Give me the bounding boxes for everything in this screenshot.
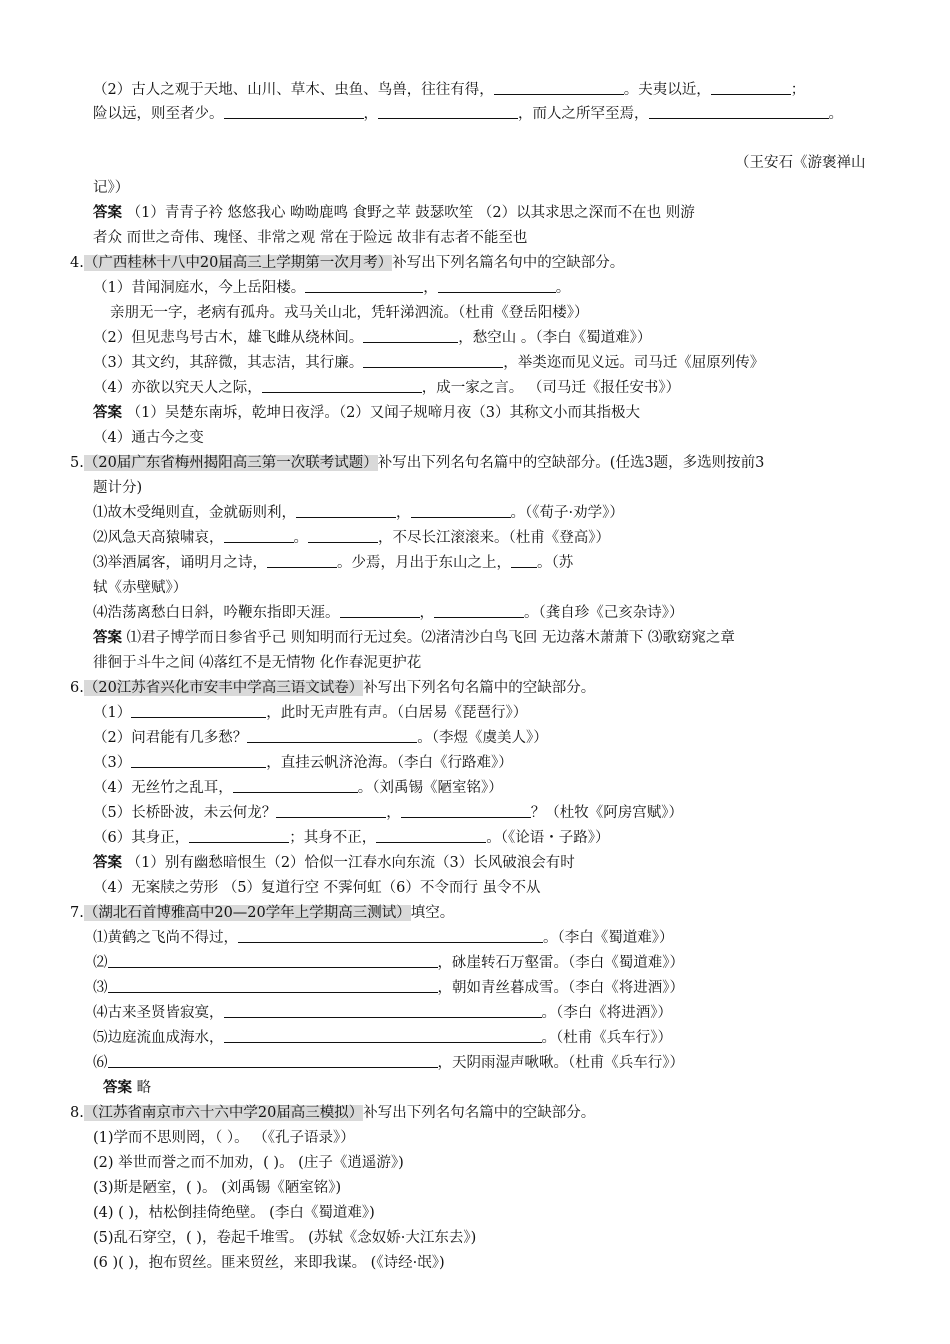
answer-blank	[308, 528, 378, 543]
source-tag: （20届广东省梅州揭阳高三第一次联考试题）	[83, 455, 378, 471]
text-segment: 亲朋无一字，老病有孤舟。戎马关山北，凭轩涕泗流。（杜甫《登岳阳楼》）	[110, 305, 589, 321]
text-segment: 。少焉，月出于东山之上，	[337, 555, 511, 571]
text-segment: （1）吴楚东南坼，乾坤日夜浮。（2）又闻子规啼月夜（3）其称文小而其指极大	[122, 405, 641, 421]
text-line	[93, 80, 805, 100]
answer-blank	[276, 803, 386, 818]
text-line	[93, 953, 684, 973]
text-line	[93, 1253, 445, 1273]
text-line	[93, 428, 204, 448]
text-line	[110, 303, 589, 323]
answer-blank	[233, 778, 358, 793]
text-line	[93, 603, 684, 623]
text-segment: 。	[293, 530, 308, 546]
answer-blank	[340, 603, 420, 618]
text-segment: （王安石《游褒禅山	[735, 155, 866, 171]
text-segment: （6）其身正，	[93, 830, 190, 846]
text-segment: 。（《荀子·劝学》）	[510, 505, 624, 521]
text-line	[93, 478, 142, 498]
text-segment: 补写出下列名句名篇中的空缺部分。	[363, 680, 596, 696]
text-line	[93, 928, 674, 948]
answer-blank	[224, 1028, 542, 1043]
text-segment: 轼《赤壁赋》）	[93, 580, 188, 596]
text-segment: 8.	[70, 1105, 84, 1121]
text-segment: 徘徊于斗牛之间 ⑷落红不是无情物 化作春泥更护花	[93, 655, 422, 671]
text-line	[93, 104, 843, 124]
text-segment: ？（杜牧《阿房宫赋》）	[530, 805, 683, 821]
answer-blank	[238, 928, 543, 943]
text-segment: ，	[363, 106, 378, 122]
text-segment: (4) ( )，枯松倒挂倚绝壁。 (李白《蜀道难》)	[93, 1205, 375, 1221]
answer-blank	[108, 1053, 438, 1068]
text-segment: ⑸边庭流血成海水，	[93, 1030, 224, 1046]
text-line	[93, 578, 187, 598]
text-line	[103, 1078, 151, 1098]
answer-blank	[131, 753, 266, 768]
text-segment: 。（龚自珍《己亥杂诗》）	[524, 605, 684, 621]
text-segment: 险以远，则至者少。	[93, 106, 224, 122]
text-segment: 6.	[70, 680, 84, 696]
text-line	[93, 628, 735, 648]
text-line	[70, 253, 624, 273]
text-segment: 补写出下列名句名篇中的空缺部分。	[363, 1105, 596, 1121]
text-segment: 者众 而世之奇伟、瑰怪、非常之观 常在于险远 故非有志者不能至也	[93, 230, 528, 246]
text-segment: ⑹	[93, 1055, 108, 1071]
text-segment: ，而人之所罕至焉，	[518, 106, 649, 122]
text-segment: 略	[132, 1080, 152, 1096]
text-line	[93, 378, 680, 398]
answer-blank	[131, 703, 266, 718]
answer-blank	[711, 80, 791, 95]
text-segment: ⑴故木受绳则直，金就砺则利，	[93, 505, 296, 521]
text-line	[93, 653, 421, 673]
text-segment: ⑴黄鹤之飞尚不得过，	[93, 930, 238, 946]
text-segment: 。（李煜《虞美人》）	[417, 730, 548, 746]
text-segment: (1)学而不思则罔，（ ）。 （《孔子语录》）	[93, 1130, 355, 1146]
text-segment: 。夫夷以近，	[623, 82, 711, 98]
text-line	[93, 1028, 672, 1048]
text-segment: 。（李白《将进酒》）	[541, 1005, 672, 1021]
answer-label: 答案	[93, 629, 122, 646]
text-segment: 记》）	[93, 180, 130, 196]
text-segment: 补写出下列名句名篇中的空缺部分。(任选3题，多选则按前3	[377, 455, 765, 471]
text-segment: （4）无案牍之劳形 （5）复道行空 不霁何虹（6）不令而行 虽令不从	[93, 880, 541, 896]
text-line	[93, 803, 683, 823]
text-line	[70, 903, 454, 923]
answer-blank	[267, 553, 337, 568]
answer-blank	[262, 378, 422, 393]
source-tag: （20江苏省兴化市安丰中学高三语文试卷）	[83, 680, 364, 696]
text-segment: 补写出下列名篇名句中的空缺部分。	[392, 255, 625, 271]
text-segment: ，	[419, 605, 434, 621]
text-segment: ，成一家之言。 （司马迁《报任安书》）	[421, 380, 681, 396]
text-segment: ⑶举酒属客，诵明月之诗，	[93, 555, 267, 571]
text-segment: （3）	[93, 755, 132, 771]
text-segment: ⑵	[93, 955, 108, 971]
text-segment: ，砯崖转石万壑雷。（李白《蜀道难》）	[437, 955, 684, 971]
text-segment: ，天阴雨湿声啾啾。（杜甫《兵车行》）	[437, 1055, 684, 1071]
text-line	[70, 453, 764, 473]
text-segment: ，	[386, 805, 401, 821]
text-segment: ；	[790, 82, 806, 98]
answer-blank	[411, 503, 511, 518]
text-line	[93, 528, 610, 548]
text-segment: ⑷浩荡离愁白日斜，吟鞭东指即天涯。	[93, 605, 340, 621]
answer-blank	[247, 728, 417, 743]
text-segment: (6 )( )，抱布贸丝。匪来贸丝，来即我谋。 (《诗经·氓》)	[93, 1255, 445, 1271]
answer-blank	[224, 104, 364, 119]
answer-blank	[438, 278, 556, 293]
answer-blank	[378, 104, 518, 119]
text-segment: （3）其文约，其辞微，其志洁，其行廉。	[93, 355, 364, 371]
text-segment: (3)斯是陋室，( )。 (刘禹锡《陋室铭》)	[93, 1180, 342, 1196]
text-line	[93, 228, 527, 248]
answer-label: 答案	[103, 1079, 132, 1096]
answer-blank	[305, 278, 423, 293]
text-segment: ；其身不正，	[289, 830, 377, 846]
text-segment: 题计分)	[93, 480, 143, 496]
answer-blank	[363, 353, 503, 368]
text-line	[93, 753, 513, 773]
text-line	[93, 278, 570, 298]
text-line	[93, 703, 527, 723]
text-segment: ⑷古来圣贤皆寂寞，	[93, 1005, 224, 1021]
text-segment: （2）古人之观于天地、山川、草木、虫鱼、鸟兽，往往有得，	[93, 82, 494, 98]
text-segment: （2）问君能有几多愁？	[93, 730, 248, 746]
answer-blank	[363, 328, 458, 343]
text-line	[70, 678, 595, 698]
text-line	[93, 1053, 684, 1073]
answer-blank	[296, 503, 396, 518]
answer-label: 答案	[93, 854, 122, 871]
answer-blank	[511, 553, 537, 568]
text-segment: （4）无丝竹之乱耳，	[93, 780, 233, 796]
text-line	[93, 1178, 341, 1198]
text-segment: 5.	[70, 455, 84, 471]
source-tag: （江苏省南京市六十六中学20届高三模拟）	[83, 1105, 364, 1121]
answer-blank	[189, 828, 289, 843]
text-segment: ，举类迩而见义远。司马迁《屈原列传》	[503, 355, 765, 371]
text-line	[93, 853, 575, 873]
text-line	[93, 178, 129, 198]
text-line	[93, 553, 573, 573]
text-segment: ⑶	[93, 980, 108, 996]
text-line	[93, 828, 609, 848]
answer-blank	[224, 528, 294, 543]
text-segment: 4.	[70, 255, 84, 271]
text-segment: 。（刘禹锡《陋室铭》）	[357, 780, 503, 796]
text-line	[93, 1003, 672, 1023]
text-segment: （1）青青子衿 悠悠我心 呦呦鹿鸣 食野之苹 鼓瑟吹笙 （2）以其求思之深而不在也 则游	[122, 205, 695, 221]
text-segment: 。	[555, 280, 571, 296]
text-line	[93, 778, 503, 798]
source-tag: （湖北石首博雅高中20—20学年上学期高三测试）	[83, 905, 411, 921]
answer-label: 答案	[93, 404, 122, 421]
text-segment: (2) 举世而誉之而不加劝，( )。 (庄子《逍遥游》)	[93, 1155, 404, 1171]
text-line	[70, 1103, 595, 1123]
text-segment: ⑴君子博学而日参省乎己 则知明而行无过矣。⑵渚清沙白鸟飞回 无边落木萧萧下 ⑶歌窈窕之章	[122, 630, 735, 646]
text-segment: ⑵风急天高猿啸哀，	[93, 530, 224, 546]
answer-blank	[494, 80, 624, 95]
text-line	[93, 1128, 355, 1148]
answer-blank	[224, 1003, 542, 1018]
text-segment: （1）	[93, 705, 132, 721]
text-segment: 。（李白《蜀道难》）	[543, 930, 674, 946]
text-line	[93, 1153, 404, 1173]
answer-blank	[649, 104, 829, 119]
text-segment: 。	[828, 106, 843, 122]
answer-blank	[434, 603, 524, 618]
text-segment: （4）亦欲以究天人之际，	[93, 380, 262, 396]
answer-blank	[108, 953, 438, 968]
text-line	[93, 403, 640, 423]
text-line	[93, 728, 548, 748]
answer-blank	[108, 978, 438, 993]
text-segment: （1）昔闻洞庭水，今上岳阳楼。	[93, 280, 306, 296]
text-segment: 。（《论语・子路》）	[486, 830, 610, 846]
text-segment: ，不尽长江滚滚来。（杜甫《登高》）	[378, 530, 610, 546]
answer-blank	[376, 828, 486, 843]
text-segment: ，愁空山 。（李白《蜀道难》）	[458, 330, 652, 346]
text-segment: （1）别有幽愁暗恨生（2）恰似一江春水向东流（3）长风破浪会有时	[122, 855, 575, 871]
text-line	[93, 1228, 476, 1248]
text-line	[93, 503, 624, 523]
text-segment: 。（杜甫《兵车行》）	[541, 1030, 672, 1046]
text-line	[93, 328, 651, 348]
text-segment: （2）但见悲鸟号古木，雄飞雌从绕林间。	[93, 330, 364, 346]
text-line	[93, 978, 684, 998]
text-segment: ，朝如青丝暮成雪。（李白《将进酒》）	[437, 980, 684, 996]
text-segment: ，	[423, 280, 438, 296]
text-segment: （4）通古今之变	[93, 430, 204, 446]
text-segment: ，	[396, 505, 411, 521]
source-tag: （广西桂林十八中20届高三上学期第一次月考）	[83, 255, 393, 271]
text-line	[93, 353, 764, 373]
text-segment: 填空。	[410, 905, 455, 921]
text-segment: 7.	[70, 905, 84, 921]
text-segment: （5）长桥卧波，未云何龙？	[93, 805, 277, 821]
text-line	[93, 878, 541, 898]
text-line	[735, 153, 866, 173]
text-segment: 。（苏	[537, 555, 574, 571]
text-segment: ，此时无声胜有声。（白居易《琵琶行》）	[266, 705, 528, 721]
text-segment: (5)乱石穿空，( )，卷起千堆雪。 (苏轼《念奴娇·大江东去》)	[93, 1230, 477, 1246]
text-line	[93, 203, 695, 223]
text-segment: ，直挂云帆济沧海。（李白《行路难》）	[266, 755, 513, 771]
answer-blank	[401, 803, 531, 818]
answer-label: 答案	[93, 204, 122, 221]
text-line	[93, 1203, 375, 1223]
